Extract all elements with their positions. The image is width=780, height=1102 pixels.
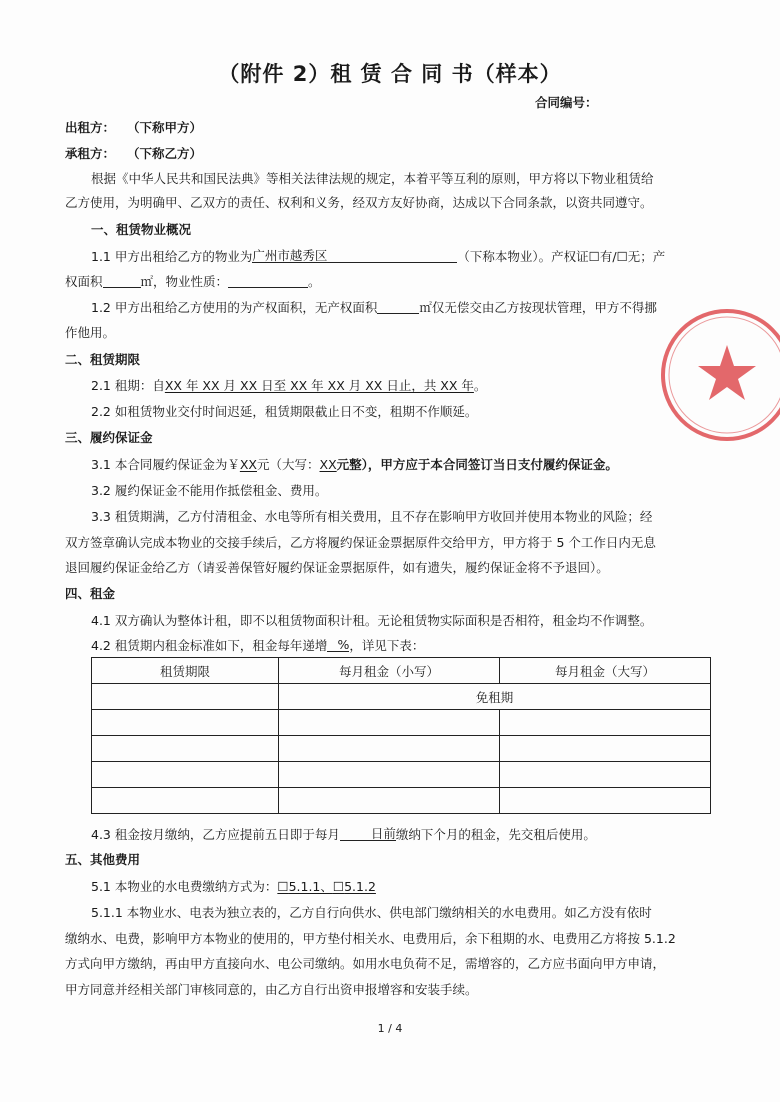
clause-text: ，详见下表： [349,638,425,653]
clause-5-1-1-line-1: 5.1.1 本物业水、电表为独立表的，乙方自行向供水、供电部门缴纳相关的水电费用。如乙方没有依时 [91,905,652,920]
clause-1-2-line-2: 作他用。 [65,325,116,340]
clause-text: 无；产 [627,249,666,264]
table-cell [92,762,279,788]
table-row [92,710,711,736]
table-cell [279,736,500,762]
table-header-row [92,658,711,684]
clause-4-1: 4.1 双方确认为整体计租，即不以租赁物面积计租。无论租赁物实际面积是否相符，租金均不作调整。 [91,613,653,628]
lessor-label: 出租方： [65,120,116,135]
page-number: 1 / 4 [377,1022,403,1035]
clause-text: 。 [308,274,321,289]
clause-3-2: 3.2 履约保证金不能用作抵偿租金、费用。 [91,483,328,498]
document-title: （附件 2）租 赁 合 同 书（样本） [218,62,562,86]
clause-3-3-line-1: 3.3 租赁期满，乙方付清租金、水电等所有相关费用，且不存在影响甲方收回并使用本物业的风险；经 [91,509,653,524]
option-5-1-1 [277,879,376,894]
deposit-amount-cn: XX [319,457,337,472]
non-title-area-blank [377,301,419,314]
clause-text: 。 [473,378,487,393]
checkbox-icon: ☐ [332,879,345,894]
table-cell [92,736,279,762]
table-cell [500,762,711,788]
clause-2-1 [91,378,486,394]
table-row [92,736,711,762]
clause-text: 元（大写： [257,457,320,472]
checkbox-icon: ☐ [616,249,628,264]
table-row [92,684,711,710]
section-4-heading: 四、租金 [65,586,116,601]
rent-schedule-table [91,657,711,814]
lessor-note: （下称甲方） [127,120,203,135]
checkbox-icon: ☐ [588,249,600,264]
table-cell [92,710,279,736]
clause-4-3 [91,827,596,843]
clause-text: 1.2 甲方出租给乙方使用的为产权面积，无产权面积 [91,300,378,315]
clause-1-1-line-1 [91,249,665,265]
checkbox-icon: ☐ [277,879,289,894]
option-label: 5.1.2 [344,879,376,894]
deposit-amount: XX [239,457,257,472]
location-field [252,250,457,263]
clause-text: 缴纳下个月的租金，先交租后使用。 [395,827,596,842]
company-seal-icon [652,300,780,450]
table-cell [92,684,279,710]
payment-day-value: 日前 [370,826,396,841]
section-2-heading: 二、租赁期限 [65,352,141,367]
preamble-line-2: 乙方使用，为明确甲、乙双方的责任、权利和义务，经双方友好协商，达成以下合同条款，以资共同遵守。 [65,195,653,210]
clause-text: （下称本物业）。产权证 [457,249,589,264]
clause-5-1-1-line-4: 甲方同意并经相关部门审核同意的，由乙方自行出资申报增容和安装手续。 [65,982,478,997]
header-cell: 租赁期限 [92,658,279,684]
clause-text: 3.1 本合同履约保证金为￥ [91,457,240,472]
clause-3-3-line-3: 退回履约保证金给乙方（请妥善保管好履约保证金票据原件，如有遗失，履约保证金将不予退回）。 [65,560,609,575]
table-row [92,788,711,814]
lessee-label: 承租方： [65,146,116,161]
area-blank [103,275,141,288]
clause-text: ㎡，物业性质： [140,274,229,289]
clause-5-1-1-line-2: 缴纳水、电费，影响甲方本物业的使用的，甲方垫付相关水、电费用后，余下租期的水、电费用乙方将按 5.1.2 [65,931,676,946]
clause-text: 5.1 本物业的水电费缴纳方式为： [91,879,278,894]
clause-text: 元整），甲方应于本合同签订当日支付履约保证金。 [336,457,618,472]
section-5-heading: 五、其他费用 [65,852,141,867]
lease-period-value: XX 年 XX 月 XX 日至 XX 年 XX 月 XX 日止，共 XX 年 [164,378,474,393]
header-cell: 每月租金（小写） [279,658,500,684]
table-cell [500,736,711,762]
section-3-heading: 三、履约保证金 [65,430,153,445]
clause-text: 1.1 甲方出租给乙方的物业为 [91,249,253,264]
increment-field [327,639,349,652]
clause-text: 权面积 [65,274,103,289]
clause-5-1-1-line-3: 方式向甲方缴纳，再由甲方直接向水、电公司缴纳。如用水电负荷不足，需增容的，乙方应书面向甲方申请， [65,956,666,971]
clause-1-2-line-1 [91,300,657,316]
table-cell [500,788,711,814]
payment-day-field [340,828,396,841]
location-value: 广州市越秀区 [252,248,328,263]
clause-text: 有/ [599,249,617,264]
lessee-note: （下称乙方） [127,146,203,161]
lessor-line [65,120,202,136]
preamble-line-1: 根据《中华人民共和国民法典》等相关法律法规的规定，本着平等互利的原则，甲方将以下物业租赁给 [91,171,654,186]
clause-text: 4.3 租金按月缴纳，乙方应提前五日即于每月 [91,827,340,842]
free-period-cell: 免租期 [279,684,711,710]
clause-2-2: 2.2 如租赁物业交付时间迟延，租赁期限截止日不变，租期不作顺延。 [91,404,478,419]
table-cell [279,762,500,788]
property-type-blank [228,275,308,288]
percent-sign: % [337,637,350,652]
clause-text: 2.1 租期：自 [91,378,165,393]
clause-text: 4.2 租赁期内租金标准如下，租金每年递增 [91,638,328,653]
table-cell [500,710,711,736]
table-cell [92,788,279,814]
lessee-line [65,146,202,162]
table-row [92,762,711,788]
clause-3-3-line-2: 双方签章确认完成本物业的交接手续后，乙方将履约保证金票据原件交给甲方，甲方将于 5 个工作日内无息 [65,535,656,550]
section-1-heading: 一、租赁物业概况 [91,222,192,237]
contract-number-label: 合同编号： [535,95,598,110]
clause-3-1 [91,457,618,473]
clause-5-1 [91,879,376,895]
header-cell: 每月租金（大写） [500,658,711,684]
clause-4-2 [91,638,424,654]
clause-1-1-line-2 [65,274,321,290]
clause-text: ㎡仅无偿交由乙方按现状管理，甲方不得挪 [419,300,657,315]
table-cell [279,788,500,814]
table-cell [279,710,500,736]
option-label: 5.1.1、 [288,879,333,894]
